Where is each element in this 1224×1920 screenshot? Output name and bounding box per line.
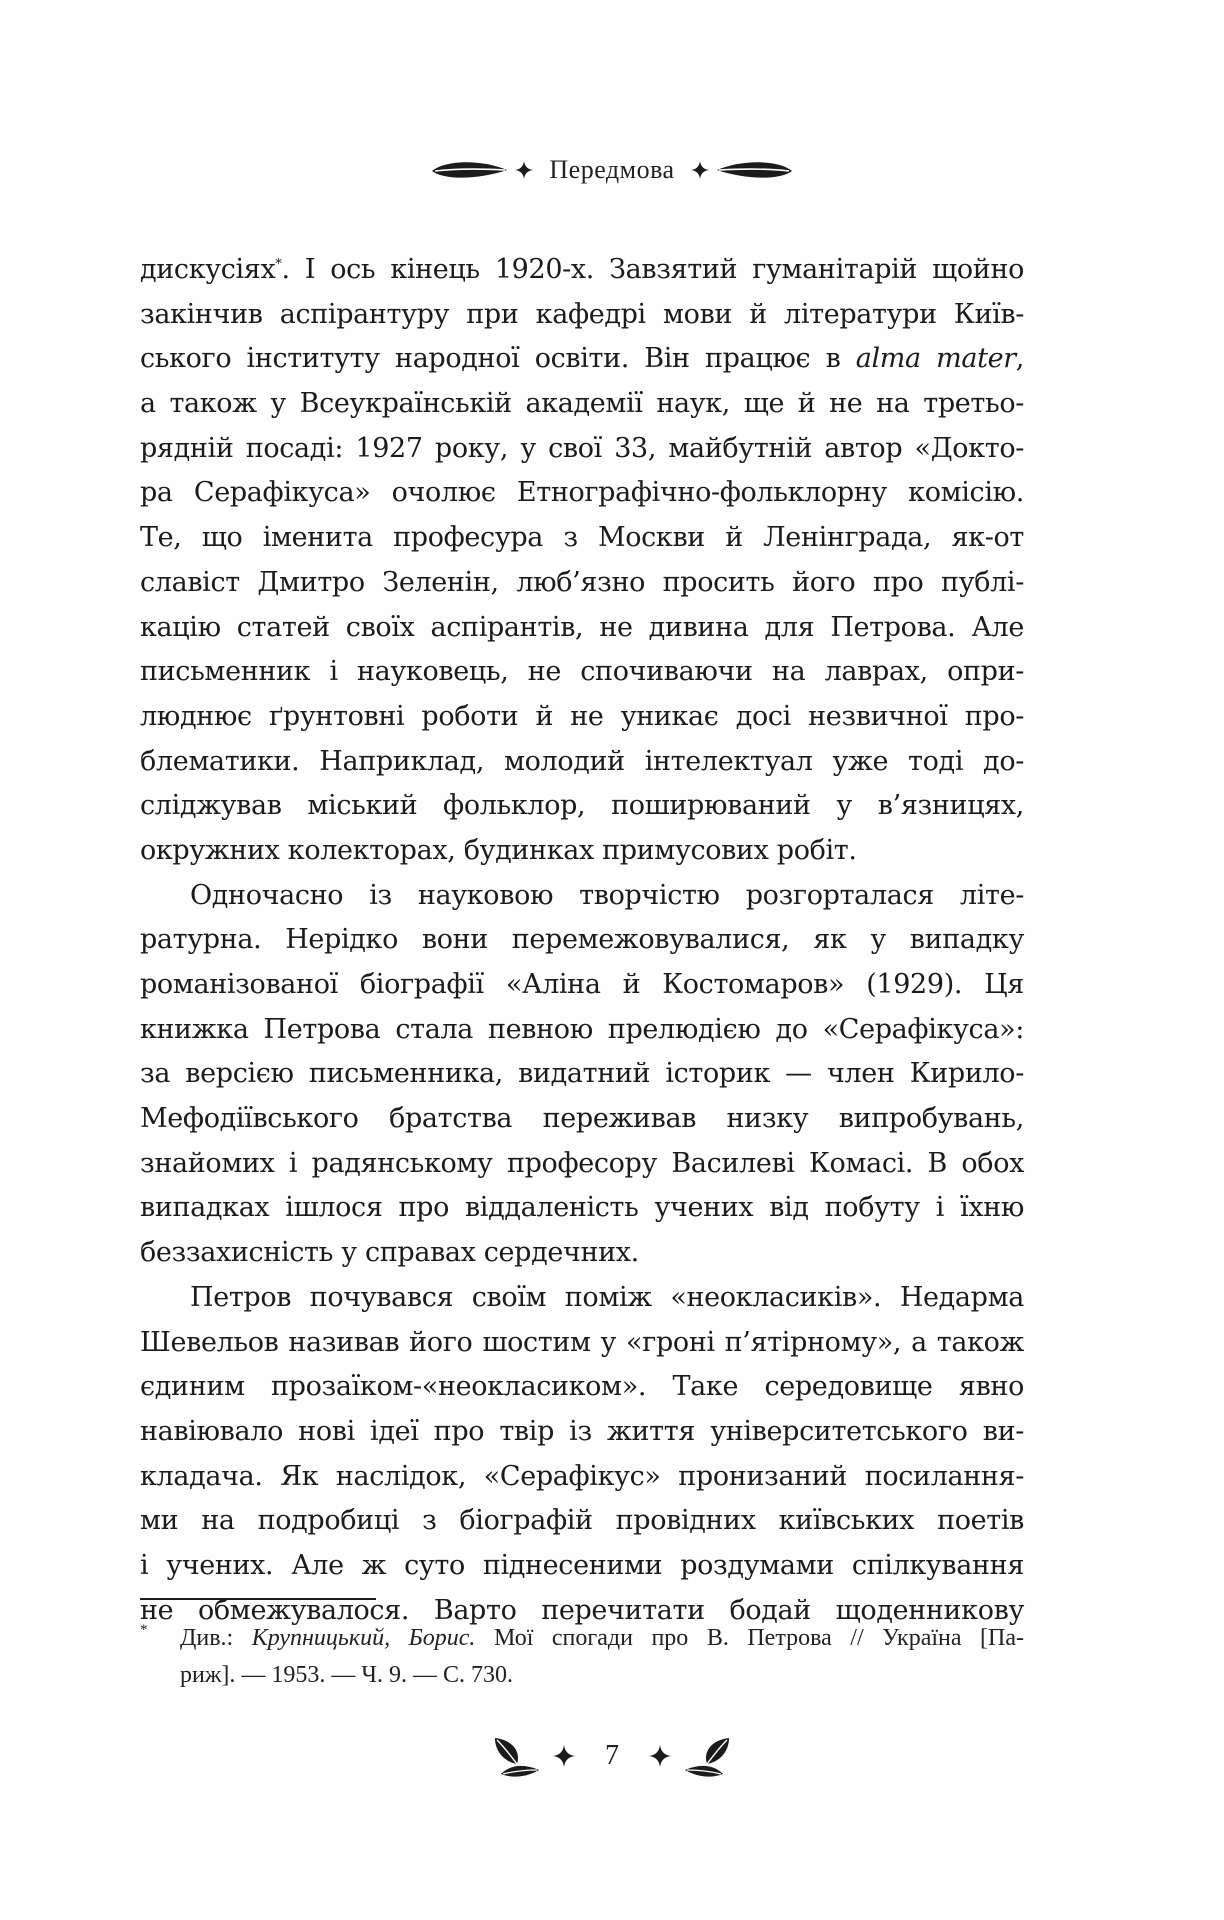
body-line (140, 874, 1024, 919)
body-line-text: за версією письменника, видатний історик — член Кирило- (140, 1058, 1024, 1090)
body-line-text: ського інституту народної освіти. Він працює в (140, 343, 856, 375)
body-line-text: окружних колекторах, будинках примусових робіт. (140, 834, 857, 866)
running-header (0, 148, 1224, 192)
body-line-text: ра Серафікуса» очолює Етнографічно-фольклорну комісію. (140, 477, 1024, 509)
body-line (140, 918, 1024, 963)
leaf-sprig-left-icon (491, 1734, 543, 1778)
body-text (140, 248, 1024, 1633)
footnote-prefix: Див.: (180, 1625, 252, 1651)
body-line (140, 1276, 1024, 1321)
body-line (140, 1142, 1024, 1187)
footnote-line-1 (140, 1620, 1024, 1657)
body-line (140, 829, 1024, 874)
body-line (140, 1499, 1024, 1544)
sparkle-star-right-icon (691, 161, 709, 179)
body-line-text: блематики. Наприклад, молодий інтелектуал уже тоді до- (140, 745, 1024, 777)
leaf-sprig-right-icon (681, 1734, 733, 1778)
body-line-text: книжка Петрова стала певною прелюдією до «Серафікуса»: (140, 1013, 1024, 1045)
footnote-rule (140, 1598, 376, 1600)
body-line-text: єдиним прозаїком-«неокласиком». Таке середовище явно (140, 1371, 1024, 1403)
leaf-ornament-right-icon (715, 159, 793, 181)
body-line (140, 293, 1024, 338)
body-line (140, 695, 1024, 740)
footnote-line-2: риж]. — 1953. — Ч. 9. — С. 730. (180, 1662, 514, 1688)
body-line-text: беззахисність у справах сердечних. (140, 1237, 639, 1269)
sparkle-star-left-icon (515, 161, 533, 179)
body-line (140, 471, 1024, 516)
body-line-text: навіювало нові ідеї про твір із життя університетського ви- (140, 1415, 1024, 1447)
page-footer (0, 1726, 1224, 1786)
body-line-text: люднює ґрунтовні роботи й не уникає досі незвичної про- (140, 700, 1024, 732)
page-number: 7 (605, 1740, 619, 1771)
footnote-marker: * (140, 1622, 148, 1638)
body-line-text: сліджував міський фольклор, поширюваний у в’язницях, (140, 790, 1024, 822)
body-line (140, 1008, 1024, 1053)
body-line-text: ми на подробиці з біографій провідних київських поетів (140, 1505, 1024, 1537)
footnote-author: Крупницький, Борис. (251, 1625, 476, 1651)
body-line-text: і учених. Але ж суто піднесеними роздумами спілкування (140, 1549, 1024, 1581)
body-line-text: . І ось кінець 1920-х. Завзятий гуманітарій щойно (281, 254, 1024, 285)
body-line-text: а також у Всеукраїнській академії наук, ще й не на третьо- (140, 388, 1024, 420)
body-line (140, 382, 1024, 427)
body-line (140, 1186, 1024, 1231)
sparkle-star-footer-right-icon (649, 1745, 671, 1767)
leaf-ornament-left-icon (431, 159, 509, 181)
body-line-text: ратурна. Нерідко вони перемежовувалися, як у випадку (140, 924, 1024, 956)
body-line (140, 1052, 1024, 1097)
body-line (140, 740, 1024, 785)
body-line (140, 1231, 1024, 1276)
body-line-text: закінчив аспірантуру при кафедрі мови й літератури Київ- (140, 298, 1024, 330)
footnote-reference: * (275, 257, 282, 272)
body-line-text: , (1015, 343, 1024, 375)
body-line (140, 1455, 1024, 1500)
italic-phrase: alma mater (855, 343, 1016, 375)
body-line-text: Шевельов називав його шостим у «гроні п’ятірному», а також (140, 1326, 1024, 1358)
body-line-text: Те, що іменита професура з Москви й Ленінграда, як-от (140, 522, 1024, 554)
body-line (140, 1321, 1024, 1366)
body-line (140, 248, 1024, 293)
body-line-text: рядній посаді: 1927 року, у свої 33, майбутній автор «Доктo- (140, 432, 1024, 464)
body-line-text: кацію статей своїх аспірантів, не дивина для Петрова. Але (140, 611, 1024, 643)
body-line-text: романізованої біографії «Аліна й Костомаров» (1929). Ця (140, 969, 1024, 1000)
body-line-text: славіст Дмитро Зеленін, люб’язно просить його про публі- (140, 566, 1024, 598)
body-line-text: знайомих і радянському професору Василеві Комасі. В обох (140, 1147, 1024, 1179)
body-line-text: письменник і науковець, не спочиваючи на лаврах, опри- (140, 656, 1024, 688)
body-line (140, 650, 1024, 695)
footnote (140, 1620, 1024, 1694)
body-line-text: дискусіях (140, 254, 276, 285)
body-line-text: Мефодіївського братства переживав низку випробувань, (140, 1103, 1024, 1135)
running-header-title: Передмова (549, 155, 675, 184)
body-line (140, 1544, 1024, 1589)
body-line-text: кладача. Як наслідок, «Серафікус» пронизаний посилання- (140, 1460, 1024, 1492)
body-line-text: Одночасно із науковою творчістю розгорталася літе- (190, 879, 1024, 911)
body-line (140, 606, 1024, 651)
body-line (140, 427, 1024, 472)
body-line-text: випадках ішлося про віддаленість учених від побуту і їхню (140, 1192, 1024, 1224)
body-line-text: не обмежувалося. Варто перечитати бодай щоденникову (140, 1594, 1024, 1626)
body-line (140, 1410, 1024, 1455)
body-line (140, 963, 1024, 1008)
body-line (140, 1365, 1024, 1410)
body-line (140, 337, 1024, 382)
body-line (140, 1097, 1024, 1142)
body-line (140, 561, 1024, 606)
sparkle-star-footer-left-icon (553, 1745, 575, 1767)
body-line (140, 784, 1024, 829)
body-line (140, 516, 1024, 561)
body-line-text: Петров почувався своїм поміж «неокласиків». Недарма (190, 1281, 1024, 1313)
footnote-rest: Мої спогади про В. Петрова // Україна [Па- (475, 1625, 1025, 1651)
